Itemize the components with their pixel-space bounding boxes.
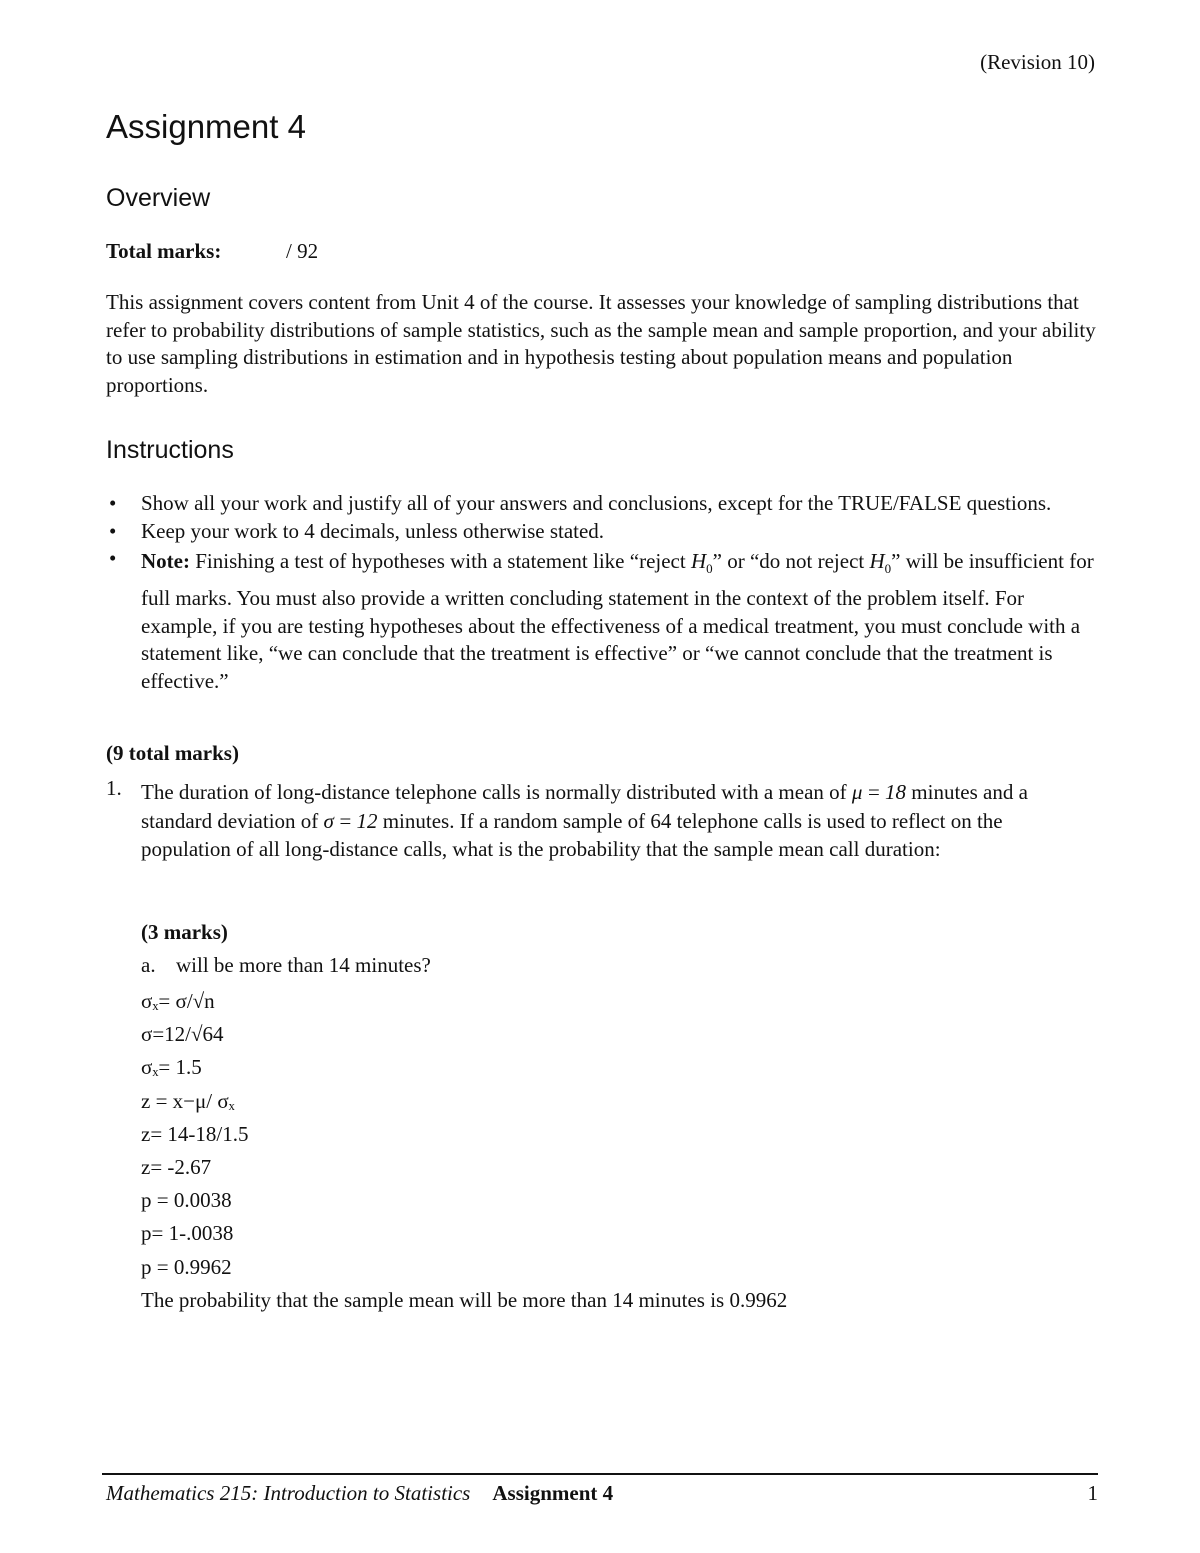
bullet-icon: • bbox=[109, 518, 117, 543]
overview-heading: Overview bbox=[106, 184, 211, 212]
total-marks-value: / 92 bbox=[286, 239, 319, 263]
note-label: Note: bbox=[141, 549, 190, 573]
section-total-marks: (9 total marks) bbox=[106, 741, 239, 765]
note-text-3: ” will be insufficient for full marks. You must also provide a written concluding statement in the context of the problem itself. For example, if you are testing hypotheses about the effectiveness of a medical treatment, you must conclude with a statement like, “we can conclude that the treatment is effective” or “we cannot conclude that the treatment is effective.” bbox=[141, 549, 1094, 693]
work-line: σₓ= σ/√n bbox=[141, 989, 215, 1013]
work-line: p= 1-.0038 bbox=[141, 1221, 234, 1246]
instructions-heading: Instructions bbox=[106, 436, 234, 464]
note-text-2: ” or “do not reject bbox=[712, 549, 870, 573]
instruction-text: Keep your work to 4 decimals, unless otherwise stated. bbox=[141, 518, 605, 543]
work-line: σₓ= 1.5 bbox=[141, 1055, 202, 1080]
total-marks bbox=[106, 239, 318, 264]
h0-symbol: $H_0$ bbox=[869, 549, 892, 577]
part-a-work bbox=[141, 985, 787, 1317]
work-line: p = 0.0038 bbox=[141, 1188, 232, 1213]
instructions-list bbox=[106, 490, 1096, 695]
work-line: σ=12/√64 bbox=[141, 1022, 224, 1047]
bullet-icon: • bbox=[109, 491, 117, 515]
overview-description: This assignment covers content from Unit 4 of the course. It assesses your knowledge of sampling distributions that refer to probability distributions of sample statistics, such as the sample mean and sample proportion, and your ability to use sampling distributions in estimation and in hypothesis testing about population means and population proportions. bbox=[106, 290, 1096, 397]
total-marks-label: Total marks: bbox=[106, 239, 222, 263]
part-a-label: a. bbox=[141, 953, 156, 977]
instruction-text: Show all your work and justify all of your answers and conclusions, except for the TRUE/FALSE questions. bbox=[141, 491, 1052, 515]
question-text: The duration of long-distance telephone calls is normally distributed with a mean of μ = 18 minutes and a standard deviation of σ = 12 minutes. If a random sample of 64 telephone calls is used to reflect on the population of all long-distance calls, what is the probability that the sample mean call duration: bbox=[141, 780, 1028, 861]
part-a-question bbox=[141, 953, 431, 978]
mu-expression: μ = 18 bbox=[851, 780, 907, 804]
page-number: 1 bbox=[1087, 1481, 1098, 1505]
note-text-1: Finishing a test of hypotheses with a statement like “reject bbox=[189, 549, 691, 573]
work-line: z= -2.67 bbox=[141, 1154, 212, 1179]
work-line: z = x−μ/ σₓ bbox=[141, 1088, 235, 1113]
question-1 bbox=[106, 776, 1096, 863]
part-a-marks: (3 marks) bbox=[141, 920, 228, 944]
question-number: 1. bbox=[106, 776, 122, 800]
page-footer bbox=[106, 1481, 1098, 1506]
work-line: p = 0.9962 bbox=[141, 1254, 232, 1279]
page-title: Assignment 4 bbox=[106, 108, 306, 145]
part-a-text: will be more than 14 minutes? bbox=[176, 953, 431, 977]
footer-course: Mathematics 215: Introduction to Statistics bbox=[106, 1481, 471, 1505]
instruction-item bbox=[106, 490, 1096, 518]
work-line: z= 14-18/1.5 bbox=[141, 1121, 249, 1146]
instruction-item bbox=[106, 518, 1096, 546]
instruction-item-note bbox=[106, 545, 1096, 695]
h0-symbol: $H_0$ bbox=[690, 549, 713, 577]
sigma-expression: σ = 12 bbox=[323, 809, 378, 833]
work-conclusion: The probability that the sample mean will be more than 14 minutes is 0.9962 bbox=[141, 1287, 788, 1312]
footer-assignment: Assignment 4 bbox=[492, 1481, 614, 1505]
revision-label: (Revision 10) bbox=[980, 50, 1095, 74]
bullet-icon: • bbox=[109, 546, 117, 570]
footer-divider bbox=[102, 1473, 1098, 1475]
